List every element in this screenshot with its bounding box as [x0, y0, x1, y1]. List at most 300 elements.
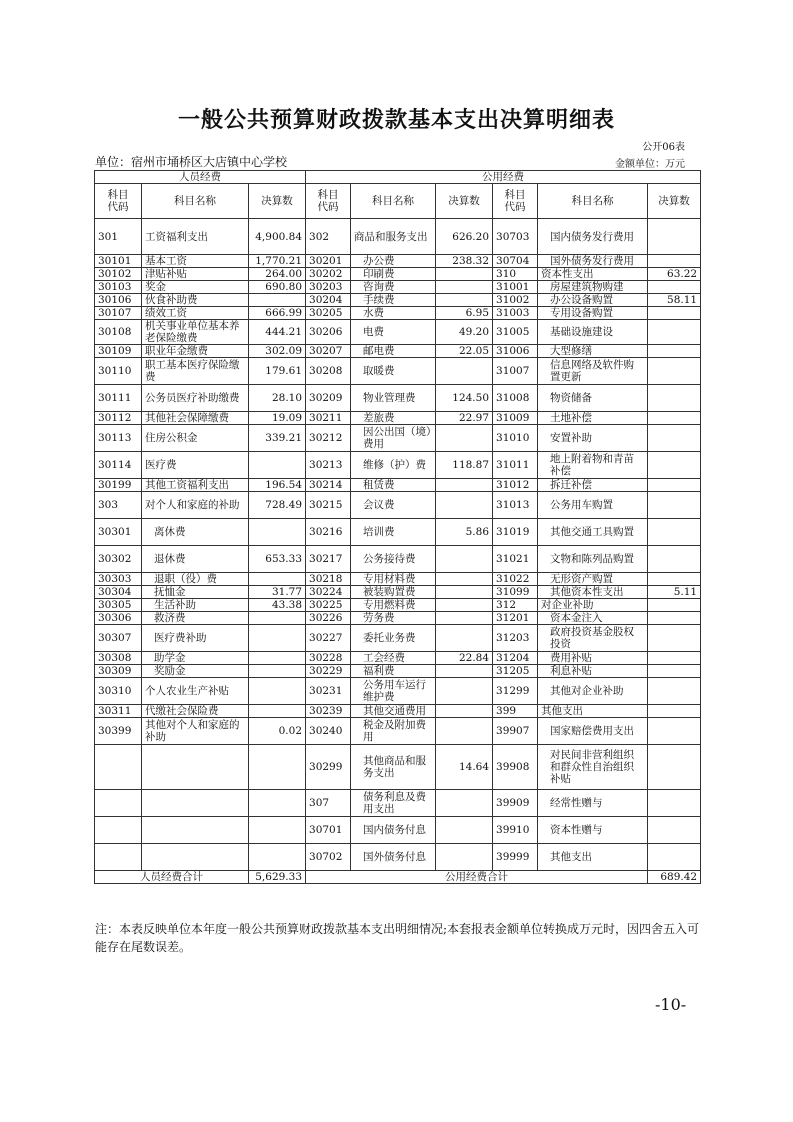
subject-code: 30211	[306, 412, 351, 425]
amount-value: 339.21	[249, 425, 306, 452]
table-row	[95, 412, 701, 425]
col-code: 科目 代码	[306, 184, 351, 219]
subject-code: 30113	[95, 425, 142, 452]
subject-name: 政府投资基金股权投资	[538, 625, 648, 652]
amount-value	[648, 492, 701, 519]
amount-value	[648, 219, 701, 255]
subject-name: 委托业务费	[351, 625, 436, 652]
subject-code: 30299	[306, 745, 351, 790]
amount-value	[436, 625, 493, 652]
totals-row	[95, 871, 701, 884]
subject-name: 退休费	[142, 546, 249, 573]
subject-code: 30704	[493, 255, 538, 268]
subject-name: 退职（役）费	[142, 573, 249, 586]
table-row	[95, 320, 701, 345]
table-row	[95, 844, 701, 871]
amount-value	[249, 652, 306, 665]
subject-name: 办公设备购置	[538, 294, 648, 307]
amount-unit: 金额单位：万元	[615, 159, 685, 170]
amount-value: 124.50	[436, 385, 493, 412]
subject-code: 30107	[95, 307, 142, 320]
subject-code: 30307	[95, 625, 142, 652]
subject-name: 土地补偿	[538, 412, 648, 425]
amount-value	[648, 320, 701, 345]
table-row	[95, 479, 701, 492]
amount-value	[436, 294, 493, 307]
subject-code: 30199	[95, 479, 142, 492]
subject-code: 30213	[306, 452, 351, 479]
subject-name: 其他商品和服务支出	[351, 745, 436, 790]
amount-value: 31.77	[249, 586, 306, 599]
amount-value: 196.54	[249, 479, 306, 492]
subject-name: 专用材料费	[351, 573, 436, 586]
subject-code: 399	[493, 705, 538, 718]
subject-name: 电费	[351, 320, 436, 345]
subject-name: 取暖费	[351, 358, 436, 385]
amount-value	[249, 817, 306, 844]
subject-name: 国内债务付息	[351, 817, 436, 844]
table-row	[95, 307, 701, 320]
amount-value: 4,900.84	[249, 219, 306, 255]
amount-value: 264.00	[249, 268, 306, 281]
subject-code: 39999	[493, 844, 538, 871]
subject-name: 其他社会保障缴费	[142, 412, 249, 425]
subject-name: 公务接待费	[351, 546, 436, 573]
amount-value	[249, 678, 306, 705]
amount-value	[648, 307, 701, 320]
subject-code: 30225	[306, 599, 351, 612]
table-row	[95, 425, 701, 452]
col-code: 科目 代码	[493, 184, 538, 219]
subject-code: 312	[493, 599, 538, 612]
subject-name: 无形资产购置	[538, 573, 648, 586]
amount-value	[648, 546, 701, 573]
subject-code: 30303	[95, 573, 142, 586]
subject-code: 31001	[493, 281, 538, 294]
table-row	[95, 718, 701, 745]
col-amount: 决算数	[648, 184, 701, 219]
amount-value	[648, 599, 701, 612]
table-row	[95, 546, 701, 573]
table-row	[95, 625, 701, 652]
subject-name: 工会经费	[351, 652, 436, 665]
subject-code: 30311	[95, 705, 142, 718]
subject-name: 对企业补助	[538, 599, 648, 612]
col-amount: 决算数	[436, 184, 493, 219]
subject-name: 会议费	[351, 492, 436, 519]
subject-code: 30207	[306, 345, 351, 358]
amount-value	[648, 652, 701, 665]
subject-code: 31008	[493, 385, 538, 412]
subject-name: 拆迁补偿	[538, 479, 648, 492]
amount-value	[436, 281, 493, 294]
amount-value	[249, 452, 306, 479]
subject-name: 代缴社会保险费	[142, 705, 249, 718]
subject-name: 被装购置费	[351, 586, 436, 599]
amount-value	[436, 817, 493, 844]
subject-code	[95, 817, 142, 844]
expenditure-table	[94, 170, 701, 884]
subject-code	[95, 790, 142, 817]
amount-value: 653.33	[249, 546, 306, 573]
subject-name: 对个人和家庭的补助	[142, 492, 249, 519]
subject-name: 生活补助	[142, 599, 249, 612]
amount-value: 444.21	[249, 320, 306, 345]
table-row	[95, 705, 701, 718]
subject-code: 303	[95, 492, 142, 519]
amount-value	[436, 665, 493, 678]
subject-name: 其他对个人和家庭的补助	[142, 718, 249, 745]
amount-value: 302.09	[249, 345, 306, 358]
amount-value: 179.61	[249, 358, 306, 385]
subject-name: 经常性赠与	[538, 790, 648, 817]
subject-code: 31007	[493, 358, 538, 385]
amount-value	[436, 268, 493, 281]
subject-code: 31022	[493, 573, 538, 586]
subject-name: 劳务费	[351, 612, 436, 625]
subject-code: 31003	[493, 307, 538, 320]
subject-name: 大型修缮	[538, 345, 648, 358]
amount-value	[249, 705, 306, 718]
amount-value	[648, 573, 701, 586]
amount-value: 118.87	[436, 452, 493, 479]
amount-value	[648, 625, 701, 652]
amount-value: 28.10	[249, 385, 306, 412]
subject-code: 30231	[306, 678, 351, 705]
amount-value	[436, 678, 493, 705]
subject-name: 手续费	[351, 294, 436, 307]
subject-name: 公务用车购置	[538, 492, 648, 519]
subject-code: 30109	[95, 345, 142, 358]
amount-value	[648, 705, 701, 718]
amount-value	[249, 790, 306, 817]
amount-value	[436, 718, 493, 745]
subject-name: 抚恤金	[142, 586, 249, 599]
subject-name: 水费	[351, 307, 436, 320]
amount-value	[436, 705, 493, 718]
subject-name: 其他支出	[538, 705, 648, 718]
amount-value	[648, 745, 701, 790]
subject-code: 30101	[95, 255, 142, 268]
subject-name: 办公费	[351, 255, 436, 268]
subject-code: 39909	[493, 790, 538, 817]
col-code: 科目 代码	[95, 184, 142, 219]
amount-value	[648, 479, 701, 492]
col-name: 科目名称	[351, 184, 436, 219]
subject-name: 专用设备购置	[538, 307, 648, 320]
subject-code: 30702	[306, 844, 351, 871]
table-row	[95, 586, 701, 599]
amount-value	[648, 345, 701, 358]
subject-name: 商品和服务支出	[351, 219, 436, 255]
amount-value: 626.20	[436, 219, 493, 255]
table-row	[95, 817, 701, 844]
subject-code: 31006	[493, 345, 538, 358]
subject-name: 个人农业生产补贴	[142, 678, 249, 705]
subject-code: 307	[306, 790, 351, 817]
subject-code: 30206	[306, 320, 351, 345]
amount-value	[249, 625, 306, 652]
subject-code: 30111	[95, 385, 142, 412]
table-row	[95, 790, 701, 817]
subject-name: 救济费	[142, 612, 249, 625]
subject-code: 31204	[493, 652, 538, 665]
subject-code: 30114	[95, 452, 142, 479]
subject-code: 39907	[493, 718, 538, 745]
subject-code: 30217	[306, 546, 351, 573]
amount-value	[249, 844, 306, 871]
subject-name: 费用补贴	[538, 652, 648, 665]
subject-name: 债务利息及费用支出	[351, 790, 436, 817]
subject-name: 公务员医疗补助缴费	[142, 385, 249, 412]
amount-value	[648, 678, 701, 705]
subject-code: 30305	[95, 599, 142, 612]
amount-value: 238.32	[436, 255, 493, 268]
subject-code: 30703	[493, 219, 538, 255]
subject-name: 因公出国（境）费用	[351, 425, 436, 452]
subject-code: 30108	[95, 320, 142, 345]
table-row	[95, 665, 701, 678]
subject-name: 其他工资福利支出	[142, 479, 249, 492]
table-row	[95, 385, 701, 412]
amount-value	[249, 573, 306, 586]
amount-value	[648, 718, 701, 745]
subject-code: 30240	[306, 718, 351, 745]
subject-code: 31002	[493, 294, 538, 307]
subject-code: 31099	[493, 586, 538, 599]
subject-name: 其他对企业补助	[538, 678, 648, 705]
subject-name: 工资福利支出	[142, 219, 249, 255]
amount-value: 22.05	[436, 345, 493, 358]
amount-value	[648, 425, 701, 452]
amount-value: 5.11	[648, 586, 701, 599]
amount-value	[648, 452, 701, 479]
subject-name: 其他支出	[538, 844, 648, 871]
public-header: 公用经费	[306, 171, 701, 184]
page-number: -10-	[655, 995, 687, 1014]
subject-name: 国内债务发行费用	[538, 219, 648, 255]
footnote: 注：本表反映单位本年度一般公共预算财政拨款基本支出明细情况;本套报表金额单位转换成万元时，因四舍五入可能存在尾数误差。	[95, 922, 700, 954]
amount-value	[436, 479, 493, 492]
subject-name: 机关事业单位基本养老保险缴费	[142, 320, 249, 345]
amount-value	[648, 358, 701, 385]
subject-name: 差旅费	[351, 412, 436, 425]
subject-name: 其他资本性支出	[538, 586, 648, 599]
subject-name: 咨询费	[351, 281, 436, 294]
amount-value	[436, 425, 493, 452]
subject-code: 30103	[95, 281, 142, 294]
subject-name: 基础设施建设	[538, 320, 648, 345]
amount-value	[648, 519, 701, 546]
subject-code: 30229	[306, 665, 351, 678]
subject-code: 31205	[493, 665, 538, 678]
amount-value: 58.11	[648, 294, 701, 307]
subject-code: 30310	[95, 678, 142, 705]
subject-code: 301	[95, 219, 142, 255]
subject-name: 奖励金	[142, 665, 249, 678]
subject-code: 30209	[306, 385, 351, 412]
subject-code: 30218	[306, 573, 351, 586]
amount-value	[436, 599, 493, 612]
subject-code: 30309	[95, 665, 142, 678]
amount-value	[436, 586, 493, 599]
subject-code: 30226	[306, 612, 351, 625]
subject-name: 奖金	[142, 281, 249, 294]
page-title: 一般公共预算财政拨款基本支出决算明细表	[177, 107, 615, 133]
subject-code: 30204	[306, 294, 351, 307]
table-row	[95, 255, 701, 268]
table-row	[95, 452, 701, 479]
subject-name	[142, 745, 249, 790]
subject-name	[142, 817, 249, 844]
group-header-row	[95, 171, 701, 184]
subject-name: 专用燃料费	[351, 599, 436, 612]
subject-name: 国外债务付息	[351, 844, 436, 871]
subject-name	[142, 844, 249, 871]
amount-value	[436, 573, 493, 586]
table-row	[95, 492, 701, 519]
subject-code: 30202	[306, 268, 351, 281]
amount-value: 22.97	[436, 412, 493, 425]
subject-name: 房屋建筑物购建	[538, 281, 648, 294]
subject-code: 31010	[493, 425, 538, 452]
amount-value	[436, 844, 493, 871]
amount-value	[648, 412, 701, 425]
subject-code: 30301	[95, 519, 142, 546]
amount-value	[249, 665, 306, 678]
table-row	[95, 678, 701, 705]
subject-name: 培训费	[351, 519, 436, 546]
subject-code: 30106	[95, 294, 142, 307]
subject-name: 信息网络及软件购置更新	[538, 358, 648, 385]
subject-code: 30701	[306, 817, 351, 844]
amount-value	[648, 790, 701, 817]
amount-value	[436, 790, 493, 817]
amount-value	[648, 817, 701, 844]
subject-name: 地上附着物和青苗补偿	[538, 452, 648, 479]
subject-name: 安置补助	[538, 425, 648, 452]
amount-value: 22.84	[436, 652, 493, 665]
amount-value	[249, 612, 306, 625]
amount-value: 728.49	[249, 492, 306, 519]
subject-code: 302	[306, 219, 351, 255]
subject-code: 31009	[493, 412, 538, 425]
subject-name: 离休费	[142, 519, 249, 546]
table-row	[95, 219, 701, 255]
subject-name: 物业管理费	[351, 385, 436, 412]
personnel-total-value: 5,629.33	[249, 871, 306, 884]
amount-value	[436, 546, 493, 573]
table-row	[95, 294, 701, 307]
subject-code: 31019	[493, 519, 538, 546]
table-row	[95, 268, 701, 281]
table-row	[95, 345, 701, 358]
amount-value: 19.09	[249, 412, 306, 425]
subject-code: 31203	[493, 625, 538, 652]
table-row	[95, 519, 701, 546]
subject-name: 医疗费	[142, 452, 249, 479]
form-number: 公开06表	[642, 142, 685, 153]
col-name: 科目名称	[142, 184, 249, 219]
public-total-value: 689.42	[648, 871, 701, 884]
subject-code: 30216	[306, 519, 351, 546]
unit-label: 单位：宿州市埇桥区大店镇中心学校	[95, 155, 288, 169]
subject-name: 津贴补贴	[142, 268, 249, 281]
amount-value	[648, 612, 701, 625]
subject-name	[142, 790, 249, 817]
subject-code: 39908	[493, 745, 538, 790]
subject-code	[95, 844, 142, 871]
subject-name: 租赁费	[351, 479, 436, 492]
col-amount: 决算数	[249, 184, 306, 219]
amount-value	[648, 255, 701, 268]
personnel-total-label: 人员经费合计	[95, 871, 249, 884]
subject-name: 职业年金缴费	[142, 345, 249, 358]
subject-code: 30112	[95, 412, 142, 425]
subject-name: 基本工资	[142, 255, 249, 268]
subject-name: 助学金	[142, 652, 249, 665]
subject-code: 31012	[493, 479, 538, 492]
amount-value: 0.02	[249, 718, 306, 745]
subject-name: 住房公积金	[142, 425, 249, 452]
subject-code: 31013	[493, 492, 538, 519]
table-row	[95, 745, 701, 790]
subject-code: 30239	[306, 705, 351, 718]
subject-code: 30302	[95, 546, 142, 573]
subject-code: 30308	[95, 652, 142, 665]
subject-code: 31005	[493, 320, 538, 345]
subject-name: 文物和陈列品购置	[538, 546, 648, 573]
amount-value	[648, 665, 701, 678]
subject-name: 资本性赠与	[538, 817, 648, 844]
subject-code: 30214	[306, 479, 351, 492]
subject-name: 国外债务发行费用	[538, 255, 648, 268]
amount-value	[436, 612, 493, 625]
public-total-label: 公用经费合计	[306, 871, 648, 884]
subject-name: 国家赔偿费用支出	[538, 718, 648, 745]
subject-name: 资本金注入	[538, 612, 648, 625]
subject-code: 30224	[306, 586, 351, 599]
subject-name: 伙食补助费	[142, 294, 249, 307]
subject-name: 维修（护）费	[351, 452, 436, 479]
subject-code: 39910	[493, 817, 538, 844]
amount-value	[249, 519, 306, 546]
subject-code: 310	[493, 268, 538, 281]
amount-value: 1,770.21	[249, 255, 306, 268]
amount-value: 6.95	[436, 307, 493, 320]
subject-name: 绩效工资	[142, 307, 249, 320]
column-header-row	[95, 184, 701, 219]
subject-name: 物资储备	[538, 385, 648, 412]
subject-name: 对民间非营利组织和群众性自治组织补贴	[538, 745, 648, 790]
subject-code: 31021	[493, 546, 538, 573]
subject-code: 30399	[95, 718, 142, 745]
amount-value: 666.99	[249, 307, 306, 320]
subject-code: 30215	[306, 492, 351, 519]
amount-value: 5.86	[436, 519, 493, 546]
subject-name: 医疗费补助	[142, 625, 249, 652]
subject-name: 税金及附加费用	[351, 718, 436, 745]
subject-code: 30304	[95, 586, 142, 599]
subject-code: 31201	[493, 612, 538, 625]
subject-code: 31299	[493, 678, 538, 705]
amount-value: 63.22	[648, 268, 701, 281]
amount-value: 690.80	[249, 281, 306, 294]
subject-code	[95, 745, 142, 790]
subject-code: 30306	[95, 612, 142, 625]
subject-code: 30203	[306, 281, 351, 294]
table-row	[95, 573, 701, 586]
